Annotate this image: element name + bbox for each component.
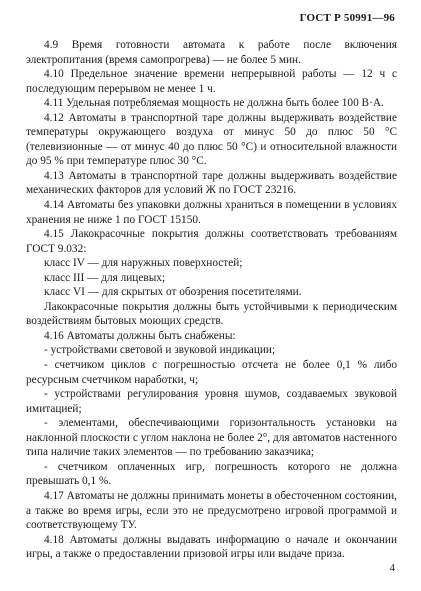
page-number: 4 [389,562,395,574]
clause-4-12: 4.12 Автоматы в транспортной таре должны выдерживать воздействие температуры окружающего воздуха от минус 50 до плюс 50 °С (телевизионные — от минус 40 до плюс 50 °С) и относительной влажности до 95 % при температуре плюс 30 °С. [26,111,397,168]
coating-resistance-paragraph: Лакокрасочные покрытия должны быть устойчивыми к периодическим воздействиям бытовых моющих средств. [26,300,397,328]
document-header: ГОСТ Р 50991—96 [299,12,395,24]
clause-4-18: 4.18 Автоматы должны выдавать информацию о начале и окончании игры, а также о предоставлении призовой игры или выдаче приза. [26,533,397,561]
document-body [26,38,397,562]
list-item-indication: - устройствами световой и звуковой индикации; [44,344,276,357]
list-item-class-iii: класс III — для лицевых; [44,271,166,284]
list-item-class-iv: класс IV — для наружных поверхностей; [44,257,243,270]
list-item-cycle-counter: - счетчиком циклов с погрешностью отсчета не более 0,1 % либо ресурсным счетчиком наработки, ч; [26,359,397,386]
clause-4-9: 4.9 Время готовности автомата к работе после включения электропитания (время самопрогрева) — не более 5 мин. [26,39,397,66]
clause-4-11: 4.11 Удельная потребляемая мощность не должна быть более 100 В·А. [44,97,384,110]
list-item-leveling-elements: - элементами, обеспечивающими горизонтальность установки на наклонной плоскости с углом наклона не более 2°, для автоматов настенного типа наличие таких элементов — по требованию заказчика; [26,417,397,459]
clause-4-15: 4.15 Лакокрасочные покрытия должны соответствовать требованиям ГОСТ 9.032: [26,228,397,255]
clause-4-10: 4.10 Предельное значение времени непрерывной работы — 12 ч с последующим перерывом не менее 1 ч. [26,68,397,95]
list-item-paid-games-counter: - счетчиком оплаченных игр, погрешность которого не должна превышать 0,1 %. [26,460,397,488]
clause-4-17: 4.17 Автоматы не должны принимать монеты в обесточенном состоянии, а также во время игры, если это не предусмотрено игровой программой и соответствующему ТУ. [26,489,397,532]
list-item-class-vi: класс VI — для скрытых от обозрения посетителями. [44,286,302,299]
clause-4-14: 4.14 Автоматы без упаковки должны храниться в помещении в условиях хранения не ниже 1 по ГОСТ 15150. [26,199,397,226]
list-item-noise-control: - устройствами регулирования уровня шумов, создаваемых звуковой имитацией; [26,388,397,415]
clause-4-13: 4.13 Автоматы в транспортной таре должны выдерживать воздействие механических факторов для условий Ж по ГОСТ 23216. [26,169,397,197]
clause-4-16: 4.16 Автоматы должны быть снабжены: [44,329,236,342]
